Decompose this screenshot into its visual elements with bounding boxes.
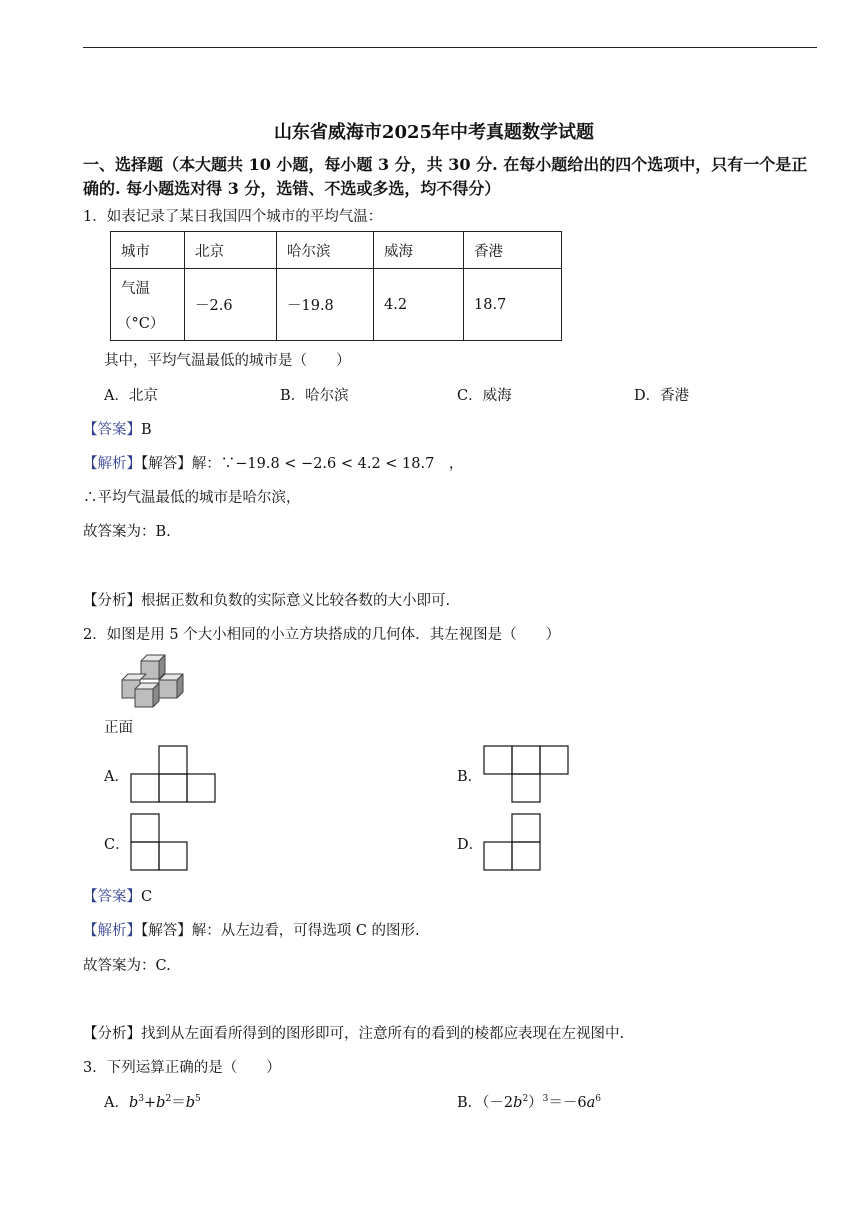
math-op: +	[144, 1095, 157, 1111]
math-var: b	[185, 1095, 195, 1111]
table-row-label	[111, 269, 185, 341]
math-var: b	[128, 1095, 139, 1111]
q2-stem: 2．如图是用 5 个大小相同的小立方块搭成的几何体．其左视图是（ ）	[83, 627, 561, 643]
q1-option-a: A．北京	[104, 388, 158, 404]
table-header-cell: 哈尔滨	[277, 232, 374, 269]
answer-value: B	[141, 422, 152, 438]
math-exp: 3	[542, 1094, 549, 1104]
q2-option-d-figure	[484, 813, 542, 871]
q1-fenxi: 【分析】根据正数和负数的实际意义比较各数的大小即可.	[83, 593, 451, 609]
option-label: B．	[457, 1095, 483, 1111]
row-label-line2: （°C）	[117, 315, 165, 332]
math-var: b	[513, 1095, 523, 1111]
temperature-table	[110, 231, 562, 341]
q2-fenxi: 【分析】找到从左面看所得到的图形即可，注意所有的看到的棱都应表现在左视图中.	[83, 1026, 625, 1042]
table-cell: 4.2	[374, 269, 464, 341]
table-header-cell: 威海	[374, 232, 464, 269]
math-var: a	[586, 1095, 596, 1111]
option-label: A．	[104, 1095, 129, 1111]
math-exp: 2	[165, 1094, 172, 1104]
table-cell: －2.6	[185, 269, 277, 341]
q3-stem: 3．下列运算正确的是（ ）	[83, 1060, 281, 1076]
answer-value: C	[141, 889, 153, 905]
analysis-text: 【解答】解：∵−19.8 < −2.6 < 4.2 < 18.7 ，	[141, 456, 464, 472]
header-rule	[83, 47, 817, 48]
answer-tag: 【答案】	[83, 422, 141, 438]
table-cell: －19.8	[277, 269, 374, 341]
q2-option-d-label: D．	[457, 837, 484, 853]
front-label: 正面	[104, 720, 133, 736]
row-label-line1: 气温	[121, 280, 150, 297]
answer-tag: 【答案】	[83, 889, 141, 905]
math-op: ）	[528, 1095, 543, 1111]
table-header-cell: 城市	[111, 232, 185, 269]
q3-option-b	[457, 1091, 601, 1112]
q1-answer	[83, 418, 152, 439]
table-cell: 18.7	[464, 269, 562, 341]
table-row	[111, 269, 562, 341]
q1-analysis	[83, 452, 463, 473]
q3-option-a	[104, 1091, 201, 1112]
q1-option-b: B．哈尔滨	[280, 388, 349, 404]
math-exp: 6	[595, 1094, 602, 1104]
analysis-text: 【解答】解：从左边看，可得选项 C 的图形.	[141, 923, 420, 939]
math-op: ＝	[171, 1095, 186, 1111]
q2-option-b-label: B．	[457, 769, 483, 785]
math-op: （－2	[482, 1095, 514, 1111]
analysis-tag: 【解析】	[83, 923, 141, 939]
table-row	[111, 232, 562, 269]
q1-option-d: D．香港	[634, 388, 690, 404]
q2-conclusion: 故答案为：C.	[83, 958, 171, 974]
math-exp: 3	[138, 1094, 145, 1104]
document-title: 山东省威海市2025年中考真题数学试题	[273, 122, 595, 143]
analysis-tag: 【解析】	[83, 456, 141, 472]
q1-question: 其中，平均气温最低的城市是（ ）	[104, 353, 351, 369]
q2-option-a-figure	[131, 745, 217, 803]
q2-option-a-label: A．	[104, 769, 129, 785]
q2-answer	[83, 885, 152, 906]
table-header-cell: 北京	[185, 232, 277, 269]
table-header-cell: 香港	[464, 232, 562, 269]
cube-stack-figure	[115, 655, 190, 715]
q1-reasoning: ∴平均气温最低的城市是哈尔滨，	[83, 490, 301, 506]
q1-stem: 1．如表记录了某日我国四个城市的平均气温：	[83, 209, 383, 225]
math-exp: 5	[195, 1094, 201, 1104]
math-op: ＝－6	[548, 1095, 587, 1111]
q2-option-c-label: C．	[104, 837, 130, 853]
math-var: b	[156, 1095, 166, 1111]
q1-conclusion: 故答案为：B.	[83, 524, 171, 540]
q2-option-b-figure	[484, 745, 570, 803]
q2-analysis	[83, 919, 420, 940]
q1-option-c: C．威海	[457, 388, 512, 404]
q2-option-c-figure	[131, 813, 189, 871]
math-exp: 2	[522, 1094, 529, 1104]
section-heading: 一、选择题（本大题共 10 小题，每小题 3 分，共 30 分. 在每小题给出的四个选项中，只有一个是正确的. 每小题选对得 3 分，选错、不选或多选，均不得分）	[83, 155, 808, 198]
